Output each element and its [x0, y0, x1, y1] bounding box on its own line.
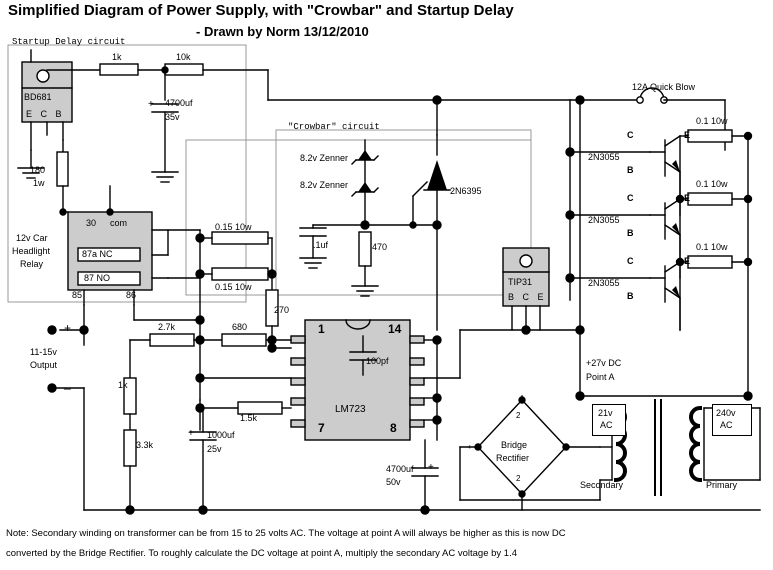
label-r-015-1: 0.15 10w [215, 222, 252, 232]
label-c-100pf: 100pf [366, 356, 389, 366]
label-r-1w: 1w [33, 178, 45, 188]
label-relay-30: 30 [86, 218, 97, 228]
label-bridge-line1: Bridge [501, 440, 528, 450]
label-r-470: 470 [372, 242, 388, 252]
label-primary-ac: AC [720, 420, 733, 430]
label-relay-85: 85 [72, 290, 83, 300]
label-output-text: Output [30, 360, 58, 370]
label-secondary-ac: AC [600, 420, 613, 430]
label-c-1000uf: 1000uf [207, 430, 235, 440]
label-tip31: TIP31 [508, 277, 533, 287]
label-secondary-name: Secondary [580, 480, 624, 490]
label-relay-line3: Relay [20, 259, 44, 269]
label-q3-b: B [627, 291, 634, 301]
label-scr-2n6395: 2N6395 [450, 186, 482, 196]
label-q3-e: E [684, 256, 691, 266]
label-r-1k-top: 1k [112, 52, 122, 62]
label-c-25v: 25v [207, 444, 222, 454]
label-r-1k5: 1.5k [240, 413, 258, 423]
label-ic-lm723: LM723 [335, 404, 366, 415]
cap-polarity-4700uf: + [428, 462, 434, 473]
label-r-01-3: 0.1 10w [696, 242, 728, 252]
label-relay-line1: 12v Car [16, 233, 48, 243]
label-zener-2: 8.2v Zenner [300, 180, 349, 190]
label-c-4700uf-bottom: 4700uf [386, 464, 414, 474]
label-c-4700uf-top: 4700uf [165, 98, 193, 108]
cap-polarity-1000uf: + [188, 428, 194, 439]
label-bridge-left: ‹ [468, 442, 471, 451]
label-r-2k7: 2.7k [158, 322, 176, 332]
label-bd681-pins: E C B [26, 109, 65, 119]
label-c-1uf: .1uf [313, 240, 329, 250]
label-q3-c: C [627, 256, 634, 266]
label-q2-b: B [627, 228, 634, 238]
label-q2-c: C [627, 193, 634, 203]
page-subtitle: - Drawn by Norm 13/12/2010 [196, 24, 369, 39]
label-secondary-volts: 21v [598, 408, 613, 418]
label-relay-com: com [110, 218, 128, 228]
label-primary-volts: 240v [716, 408, 736, 418]
label-output-plus: + [64, 321, 72, 335]
section-label-crowbar: "Crowbar" circuit [288, 122, 380, 132]
footer-note-line1: Note: Secondary winding on transformer can be from 15 to 25 volts AC. The voltage at point A will always be higher as this is now DC [6, 528, 566, 539]
label-q1-e: E [684, 130, 691, 140]
label-q3: 2N3055 [588, 278, 620, 288]
label-primary-name: Primary [706, 480, 737, 490]
label-ic-pin14: 14 [388, 322, 402, 336]
label-r-01-1: 0.1 10w [696, 116, 728, 126]
label-bridge-top: 2 [516, 411, 521, 420]
label-bd681: BD681 [24, 92, 52, 102]
label-tip31-pins: B C E [508, 292, 547, 302]
label-zener-1: 8.2v Zenner [300, 153, 349, 163]
label-rail-point: Point A [586, 372, 615, 382]
label-r-10k-top: 10k [176, 52, 191, 62]
label-relay-87: 87 NO [84, 273, 111, 283]
footer-note-line2: converted by the Bridge Rectifier. To roughly calculate the DC voltage at point A, multiply the secondary AC voltage by 1.4 [6, 548, 518, 559]
label-q2-e: E [684, 193, 691, 203]
label-fuse: 12A Quick Blow [632, 82, 696, 92]
label-relay-87a: 87a NC [82, 249, 113, 259]
label-relay-line2: Headlight [12, 246, 51, 256]
label-ic-pin1: 1 [318, 322, 325, 336]
label-q1-c: C [627, 130, 634, 140]
label-r-015-2: 0.15 10w [215, 282, 252, 292]
label-r-680: 680 [232, 322, 248, 332]
label-r-180: 180 [30, 165, 46, 175]
page-title: Simplified Diagram of Power Supply, with "Crowbar" and Startup Delay [8, 2, 514, 19]
label-output-minus: _ [64, 376, 71, 390]
label-q1: 2N3055 [588, 152, 620, 162]
label-bridge-bottom: 2 [516, 474, 521, 483]
label-c-35v-top: 35v [165, 112, 180, 122]
cap-polarity-top: + [148, 99, 154, 110]
label-r-1k-left: 1k [118, 380, 128, 390]
label-output-volts: 11-15v [30, 347, 57, 357]
label-rail-voltage: +27v DC [586, 358, 622, 368]
label-q2: 2N3055 [588, 215, 620, 225]
label-r-01-2: 0.1 10w [696, 179, 728, 189]
label-q1-b: B [627, 165, 634, 175]
label-bridge-line2: Rectifier [496, 453, 530, 463]
label-c-50v: 50v [386, 477, 401, 487]
label-r-3k3: 3.3k [136, 440, 154, 450]
label-r-270: 270 [274, 305, 290, 315]
label-ic-pin8: 8 [390, 421, 397, 435]
section-label-startup-delay: Startup Delay circuit [12, 37, 126, 47]
label-bridge-right: › [568, 442, 571, 451]
label-relay-86: 86 [126, 290, 137, 300]
label-ic-pin7: 7 [318, 421, 325, 435]
